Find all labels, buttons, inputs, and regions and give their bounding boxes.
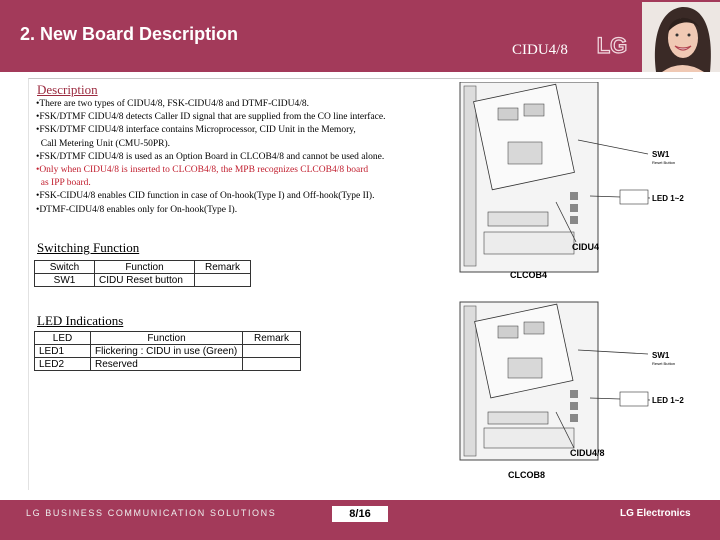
- switching-table: [34, 260, 251, 287]
- table-header-cell: Remark: [195, 261, 251, 274]
- table-cell: SW1: [35, 274, 95, 287]
- product-name: CIDU4/8: [512, 42, 568, 58]
- board-figure: [458, 82, 698, 482]
- description-heading: Description: [37, 82, 98, 97]
- led-label: LED 1~2: [652, 194, 684, 203]
- description-line: Call Metering Unit (CMU-50PR).: [36, 138, 171, 149]
- switching-heading: Switching Function: [37, 240, 140, 255]
- table-header-cell: Switch: [35, 261, 95, 274]
- table-cell: Reserved: [91, 358, 243, 371]
- table-cell: [243, 358, 301, 371]
- description-line: •FSK-CIDU4/8 enables CID function in case of On-hook(Type I) and Off-hook(Type II).: [36, 191, 375, 202]
- page-title: 2. New Board Description: [20, 24, 239, 44]
- description-line: •DTMF-CIDU4/8 enables only for On-hook(Type I).: [36, 204, 238, 215]
- table-header-row: [35, 332, 301, 345]
- footer-bar: [0, 500, 720, 540]
- sw1-label: SW1: [652, 150, 670, 159]
- led-table: [34, 331, 301, 371]
- table-header-cell: Function: [95, 261, 195, 274]
- table-header-cell: LED: [35, 332, 91, 345]
- table-header-cell: Remark: [243, 332, 301, 345]
- board-figure-top: [460, 82, 684, 280]
- description-line: •There are two types of CIDU4/8, FSK-CIDU4/8 and DTMF-CIDU4/8.: [36, 99, 309, 109]
- sw1-sub-label: Reset Button: [652, 361, 676, 366]
- table-cell: CIDU Reset button: [95, 274, 195, 287]
- board-figure-bottom: [460, 302, 684, 480]
- description-line: •FSK/DTMF CIDU4/8 is used as an Option Board in CLCOB4/8 and cannot be used alone.: [36, 151, 385, 162]
- description-line: •FSK/DTMF CIDU4/8 detects Caller ID signal that are supplied from the CO line interface.: [36, 112, 386, 123]
- table-cell: LED2: [35, 358, 91, 371]
- cidu-label: CIDU4/8: [570, 448, 605, 458]
- board-label: CLCOB4: [510, 270, 548, 280]
- description-line: as IPP board.: [36, 178, 91, 189]
- table-header-row: [35, 261, 251, 274]
- header-bar: [0, 0, 720, 72]
- description-list: [36, 98, 476, 217]
- led-heading: LED Indications: [37, 313, 124, 328]
- description-line: •FSK/DTMF CIDU4/8 interface contains Microprocessor, CID Unit in the Memory,: [36, 125, 356, 136]
- table-cell: LED1: [35, 345, 91, 358]
- footer-tagline: LG BUSINESS COMMUNICATION SOLUTIONS: [26, 508, 277, 518]
- spokesperson-photo: [642, 2, 720, 72]
- footer-brand: LG Electronics: [620, 508, 691, 519]
- table-row: [35, 345, 301, 358]
- table-cell: [195, 274, 251, 287]
- table-cell: [243, 345, 301, 358]
- lg-logo: [590, 34, 634, 56]
- lg-logo-text: LG: [596, 34, 628, 56]
- description-line: •Only when CIDU4/8 is inserted to CLCOB4/8, the MPB recognizes CLCOB4/8 board: [36, 165, 369, 176]
- sw1-label: SW1: [652, 351, 670, 360]
- led-label: LED 1~2: [652, 396, 684, 405]
- board-label: CLCOB8: [508, 470, 546, 480]
- sw1-sub-label: Reset Button: [652, 160, 676, 165]
- table-row: [35, 274, 251, 287]
- page-number: 8/16: [332, 506, 388, 522]
- table-cell: Flickering : CIDU in use (Green): [91, 345, 243, 358]
- cidu-label: CIDU4: [572, 242, 600, 252]
- table-header-cell: Function: [91, 332, 243, 345]
- table-row: [35, 358, 301, 371]
